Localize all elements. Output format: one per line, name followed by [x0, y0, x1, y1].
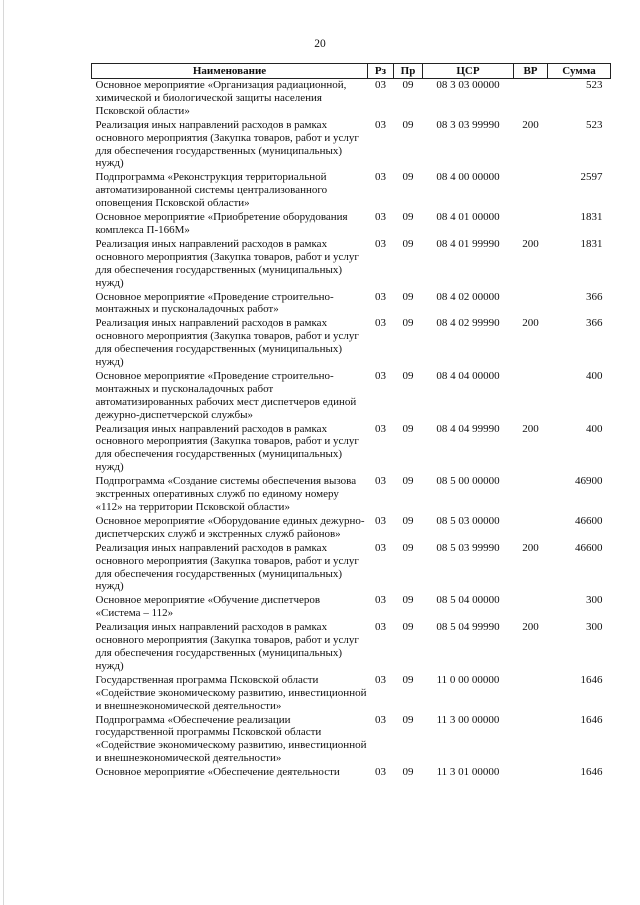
- table-row: [92, 291, 611, 318]
- row-sum: 366: [586, 290, 603, 303]
- row-sum: 523: [586, 79, 603, 91]
- row-sum: 1831: [580, 237, 603, 250]
- row-sum: 46900: [575, 475, 603, 488]
- header-sum: Сумма: [548, 64, 611, 79]
- table-row: [92, 674, 611, 714]
- row-vr: 200: [522, 118, 539, 131]
- row-csr: 08 3 03 99990: [436, 118, 500, 131]
- row-vr: [514, 714, 548, 767]
- row-name: Государственная программа Псковской области «Содействие экономическому развитию, инвестиционной и внешнеэкономической деятельности»: [95, 673, 367, 712]
- row-csr: 08 4 01 99990: [436, 237, 500, 250]
- row-rz: 03: [375, 475, 386, 488]
- row-name: Подпрограмма «Реконструкция территориальной автоматизированной системы централизованного оповещения Псковской области»: [95, 171, 328, 210]
- row-sum: 1831: [580, 211, 603, 224]
- row-csr: 08 3 03 00000: [436, 79, 500, 91]
- header-rz: Рз: [368, 64, 394, 79]
- row-csr: 11 3 01 00000: [436, 766, 500, 779]
- row-csr: 08 4 00 00000: [436, 171, 500, 184]
- row-pr: 09: [402, 621, 414, 634]
- budget-table: [91, 63, 611, 780]
- row-pr: 09: [402, 594, 414, 607]
- row-name: Подпрограмма «Создание системы обеспечения вызова экстренных оперативных служб по единому номеру «112» на территории Псковской области»: [95, 475, 357, 513]
- table-row: [92, 714, 611, 767]
- row-rz: 03: [375, 290, 386, 303]
- row-pr: 09: [402, 422, 414, 435]
- row-rz: 03: [375, 422, 386, 435]
- row-pr: 09: [402, 171, 414, 184]
- table-row: [92, 238, 611, 291]
- row-name: Основное мероприятие «Организация радиационной, химической и биологической защиты населения Псковской области»: [95, 79, 347, 117]
- row-name: Реализация иных направлений расходов в рамках основного мероприятия (Закупка товаров, работ и услуг для обеспечения государственных (муниципальных) нужд): [95, 237, 359, 289]
- row-vr: [514, 79, 548, 119]
- row-sum: 300: [586, 621, 603, 634]
- row-vr: 200: [522, 621, 539, 634]
- row-csr: 08 4 04 00000: [436, 369, 500, 382]
- row-sum: 1646: [580, 713, 603, 726]
- table-row: [92, 766, 611, 780]
- row-rz: 03: [375, 118, 386, 131]
- table-header: [92, 64, 611, 79]
- header-csr: ЦСР: [423, 64, 514, 79]
- header-name: Наименование: [92, 64, 368, 79]
- row-vr: 200: [522, 422, 539, 435]
- row-name: Реализация иных направлений расходов в рамках основного мероприятия (Закупка товаров, работ и услуг для обеспечения государственных (муниципальных) нужд): [95, 541, 359, 593]
- row-csr: 08 4 02 00000: [436, 290, 500, 303]
- row-sum: 1646: [580, 673, 603, 686]
- row-rz: 03: [375, 514, 386, 527]
- scan-edge: [3, 0, 4, 905]
- table-row: [92, 211, 611, 238]
- row-sum: 2597: [580, 171, 603, 184]
- row-rz: 03: [375, 541, 386, 554]
- header-vr: ВР: [514, 64, 548, 79]
- row-pr: 09: [402, 79, 414, 91]
- table-row: [92, 621, 611, 674]
- row-csr: 08 4 04 99990: [436, 422, 500, 435]
- row-csr: 08 5 03 99990: [436, 541, 500, 554]
- row-name: Реализация иных направлений расходов в рамках основного мероприятия (Закупка товаров, работ и услуг для обеспечения государственных (муниципальных) нужд): [95, 621, 359, 672]
- row-rz: 03: [375, 594, 386, 607]
- table-row: [92, 317, 611, 370]
- row-sum: 400: [586, 422, 603, 435]
- row-rz: 03: [375, 369, 386, 382]
- row-csr: 08 5 03 00000: [436, 514, 500, 527]
- row-pr: 09: [402, 514, 414, 527]
- row-sum: 366: [586, 317, 603, 330]
- row-csr: 11 3 00 00000: [436, 713, 500, 726]
- row-pr: 09: [402, 211, 414, 224]
- row-sum: 400: [586, 369, 603, 382]
- row-sum: 1646: [580, 766, 603, 779]
- row-name: Основное мероприятие «Обучение диспетчеров «Система – 112»: [95, 594, 321, 620]
- row-name: Подпрограмма «Обеспечение реализации государственной программы Псковской области «Содействие экономическому развитию, инвестиционной и внешнеэкономической деятельности»: [95, 713, 367, 765]
- row-name: Основное мероприятие «Проведение строительно-монтажных и пусконаладочных работ автоматизированных рабочих мест диспетчеров единой дежурно-диспетчерской службы»: [95, 369, 357, 421]
- row-rz: 03: [375, 766, 386, 779]
- row-csr: 08 5 04 00000: [436, 594, 500, 607]
- row-rz: 03: [375, 79, 386, 91]
- row-rz: 03: [375, 621, 386, 634]
- row-name: Основное мероприятие «Обеспечение деятельности: [95, 766, 340, 779]
- table-body: [92, 79, 611, 781]
- row-pr: 09: [402, 290, 414, 303]
- table-row: [92, 515, 611, 542]
- header-pr: Пр: [394, 64, 423, 79]
- row-rz: 03: [375, 713, 386, 726]
- row-pr: 09: [402, 237, 414, 250]
- row-pr: 09: [402, 369, 414, 382]
- row-vr: [514, 370, 548, 423]
- table-row: [92, 119, 611, 172]
- row-vr: [514, 674, 548, 714]
- row-rz: 03: [375, 211, 386, 224]
- table-row: [92, 79, 611, 119]
- row-name: Основное мероприятие «Проведение строительно-монтажных и пусконаладочных работ»: [95, 290, 334, 316]
- row-vr: 200: [522, 541, 539, 554]
- table-row: [92, 475, 611, 515]
- row-pr: 09: [402, 673, 414, 686]
- row-name: Основное мероприятие «Оборудование единых дежурно-диспетчерских служб и экстренных служб районов»: [95, 514, 365, 540]
- row-name: Реализация иных направлений расходов в рамках основного мероприятия (Закупка товаров, работ и услуг для обеспечения государственных (муниципальных) нужд): [95, 118, 359, 170]
- table-row: [92, 370, 611, 423]
- row-vr: [514, 171, 548, 211]
- row-rz: 03: [375, 673, 386, 686]
- row-pr: 09: [402, 118, 414, 131]
- row-vr: [514, 475, 548, 515]
- row-vr: [514, 291, 548, 318]
- row-sum: 300: [586, 594, 603, 607]
- page-number: 20: [314, 38, 326, 50]
- row-rz: 03: [375, 171, 386, 184]
- row-name: Реализация иных направлений расходов в рамках основного мероприятия (Закупка товаров, работ и услуг для обеспечения государственных (муниципальных) нужд): [95, 317, 359, 369]
- row-csr: 11 0 00 00000: [436, 673, 500, 686]
- row-name: Основное мероприятие «Приобретение оборудования комплекса П-166М»: [95, 211, 348, 236]
- row-name: Реализация иных направлений расходов в рамках основного мероприятия (Закупка товаров, работ и услуг для обеспечения государственных (муниципальных) нужд): [95, 422, 359, 474]
- row-pr: 09: [402, 713, 414, 726]
- row-csr: 08 5 04 99990: [436, 621, 500, 634]
- row-vr: [514, 766, 548, 780]
- row-csr: 08 4 02 99990: [436, 317, 500, 330]
- row-sum: 523: [586, 118, 603, 131]
- table-row: [92, 542, 611, 595]
- row-vr: [514, 515, 548, 542]
- table-row: [92, 423, 611, 476]
- row-vr: [514, 594, 548, 621]
- row-vr: 200: [522, 317, 539, 330]
- row-sum: 46600: [575, 514, 603, 527]
- row-csr: 08 5 00 00000: [436, 475, 500, 488]
- row-pr: 09: [402, 541, 414, 554]
- row-rz: 03: [375, 317, 386, 330]
- row-vr: 200: [522, 237, 539, 250]
- row-sum: 46600: [575, 541, 603, 554]
- row-rz: 03: [375, 237, 386, 250]
- table-row: [92, 171, 611, 211]
- row-pr: 09: [402, 475, 414, 488]
- table-row: [92, 594, 611, 621]
- row-csr: 08 4 01 00000: [436, 211, 500, 224]
- row-vr: [514, 211, 548, 238]
- row-pr: 09: [402, 317, 414, 330]
- row-pr: 09: [402, 766, 414, 779]
